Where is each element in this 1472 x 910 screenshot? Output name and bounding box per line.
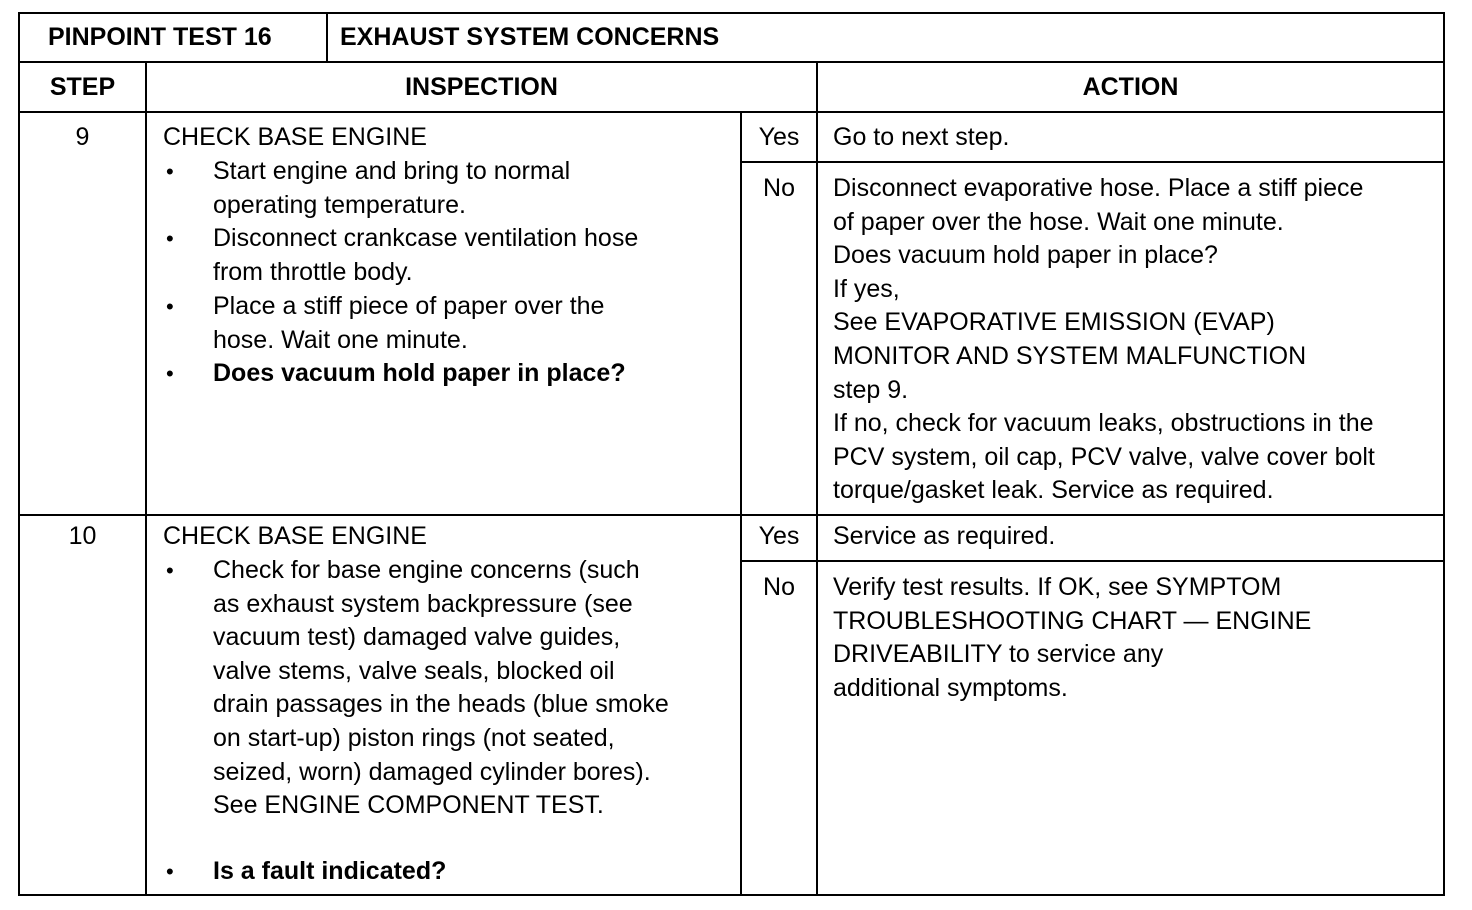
column-header-action: ACTION [1082,73,1179,101]
bullet-9-2: • [166,226,174,251]
rule-step9-yes-no [740,161,1443,163]
inspection-item-9-3: Place a stiff piece of paper over the hose. Wait one minute. [213,292,605,354]
rule-step10-yes-no [740,560,1443,562]
rule-below-title [20,61,1443,63]
inspection-heading-9: CHECK BASE ENGINE [163,123,427,151]
step-number-9: 9 [75,123,90,151]
inspection-item-10-1: Check for base engine concerns (such as exhaust system backpressure (see vacuum test) damaged valve guides, valve stems, valve seals, blocked oil drain passages in the heads (blue smoke on start-up) piston rings (not seated, seized, worn) damaged cylinder bores). See ENGINE COMPONENT TEST. [213,556,669,820]
rule-answer-column [740,113,742,894]
test-name: EXHAUST SYSTEM CONCERNS [340,23,720,51]
answer-yes-9: Yes [758,123,800,151]
action-no-10: Verify test results. If OK, see SYMPTOM TROUBLESHOOTING CHART — ENGINE DRIVEABILITY to service any additional symptoms. [833,573,1312,702]
answer-no-9: No [763,174,795,202]
bullet-10-1: • [166,558,174,583]
test-id: PINPOINT TEST 16 [48,23,272,51]
bullet-9-1: • [166,159,174,184]
rule-between-steps [20,514,1443,516]
inspection-heading-10: CHECK BASE ENGINE [163,522,427,550]
inspection-item-9-1: Start engine and bring to normal operating temperature. [213,157,571,219]
answer-yes-10: Yes [758,522,800,550]
action-no-9: Disconnect evaporative hose. Place a stiff piece of paper over the hose. Wait one minute. Does vacuum hold paper in place? If yes, See EVAPORATIVE EMISSION (EVAP) MONITOR AND SYSTEM MALFUNCTION step 9. If no, check for vacuum leaks, obstructions in the PCV system, oil cap, PCV valve, valve cover bolt torque/gasket leak. Service as required. [833,174,1375,505]
inspection-question-9: Does vacuum hold paper in place? [213,359,626,387]
rule-step-column [145,61,147,894]
answer-no-10: No [763,573,795,601]
step-number-10: 10 [68,522,97,550]
pinpoint-test-table [18,12,1445,896]
rule-below-header [20,111,1443,113]
action-yes-10: Service as required. [833,522,1056,550]
inspection-question-10: Is a fault indicated? [213,857,447,885]
inspection-item-9-2: Disconnect crankcase ventilation hose from throttle body. [213,224,639,286]
column-header-step: STEP [49,73,116,101]
bullet-10-question: • [166,859,174,884]
action-yes-9: Go to next step. [833,123,1010,151]
bullet-9-question: • [166,361,174,386]
column-header-inspection: INSPECTION [405,73,558,101]
rule-action-column [816,61,818,894]
rule-title-divider [326,14,328,61]
bullet-9-3: • [166,294,174,319]
